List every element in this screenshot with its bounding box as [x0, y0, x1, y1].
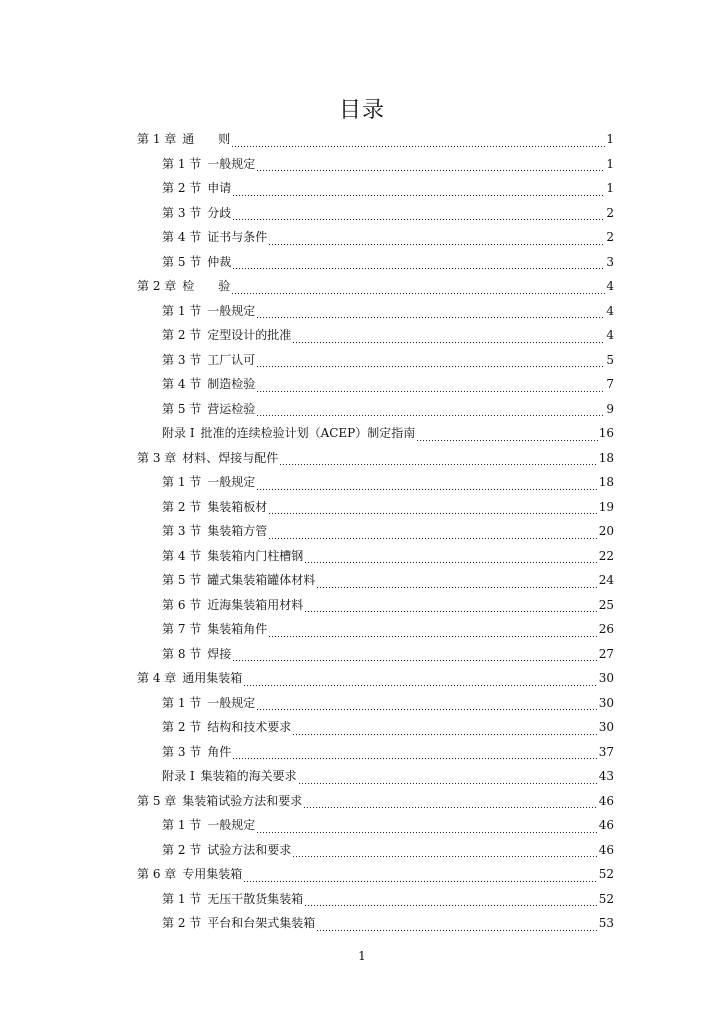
toc-entry-page: 1: [606, 181, 614, 196]
toc-entry-title: 申请: [207, 181, 232, 196]
toc-entry-title: 平台和台架式集装箱: [207, 916, 316, 931]
toc-dot-leader: [298, 775, 598, 785]
toc-entry-number: 第 2 节: [162, 499, 202, 514]
toc-entry-title: 定型设计的批准: [207, 328, 292, 343]
toc-section-entry[interactable]: [137, 642, 614, 667]
toc-entry-number: 第 2 节: [162, 328, 202, 343]
toc-section-entry[interactable]: [137, 250, 614, 275]
toc-chapter-entry[interactable]: [137, 446, 614, 471]
toc-dot-leader: [243, 873, 597, 883]
toc-entry-title: 结构和技术要求: [207, 720, 292, 735]
toc-dot-leader: [232, 211, 605, 221]
toc-entry-title: 集装箱试验方法和要求: [182, 793, 303, 808]
toc-entry-page: 4: [606, 328, 614, 343]
toc-entry-title: 证书与条件: [207, 230, 268, 245]
toc-entry-page: 46: [598, 842, 614, 857]
table-of-contents: [137, 127, 614, 936]
toc-entry-title: 分歧: [207, 205, 232, 220]
toc-entry-number: 第 2 节: [162, 181, 202, 196]
toc-dot-leader: [268, 505, 597, 515]
toc-dot-leader: [316, 579, 597, 589]
toc-section-entry[interactable]: [137, 544, 614, 569]
toc-entry-page: 1: [606, 132, 614, 147]
toc-entry-number: 第 2 章: [137, 279, 177, 294]
toc-chapter-entry[interactable]: [137, 274, 614, 299]
toc-entry-number: 第 2 节: [162, 720, 202, 735]
toc-entry-number: 第 4 节: [162, 377, 202, 392]
toc-entry-title: 通 则: [182, 132, 231, 147]
toc-entry-title: 近海集装箱用材料: [207, 597, 304, 612]
toc-entry-title: 通用集装箱: [182, 671, 243, 686]
toc-entry-number: 第 1 章: [137, 132, 177, 147]
toc-dot-leader: [232, 187, 605, 197]
toc-entry-number: 第 1 节: [162, 818, 202, 833]
toc-chapter-entry[interactable]: [137, 862, 614, 887]
toc-entry-page: 5: [606, 352, 614, 367]
toc-entry-number: 第 3 章: [137, 450, 177, 465]
toc-entry-title: 试验方法和要求: [207, 842, 292, 857]
toc-entry-number: 第 4 节: [162, 548, 202, 563]
toc-dot-leader: [268, 236, 605, 246]
toc-section-entry[interactable]: [137, 838, 614, 863]
toc-entry-title: 集装箱板材: [207, 499, 268, 514]
toc-entry-number: 第 1 节: [162, 303, 202, 318]
toc-dot-leader: [243, 677, 597, 687]
toc-entry-title: 角件: [207, 744, 232, 759]
toc-dot-leader: [304, 554, 597, 564]
toc-section-entry[interactable]: [137, 764, 614, 789]
toc-entry-number: 第 2 节: [162, 916, 202, 931]
toc-entry-number: 第 2 节: [162, 842, 202, 857]
toc-entry-title: 批准的连续检验计划（ACEP）制定指南: [200, 426, 416, 441]
toc-entry-number: 第 1 节: [162, 695, 202, 710]
toc-entry-title: 一般规定: [207, 303, 256, 318]
toc-entry-page: 4: [606, 303, 614, 318]
toc-entry-number: 第 3 节: [162, 744, 202, 759]
toc-dot-leader: [292, 848, 597, 858]
toc-entry-page: 30: [598, 720, 614, 735]
toc-entry-number: 第 4 章: [137, 671, 177, 686]
toc-title: 目录: [338, 98, 385, 123]
toc-entry-page: 9: [606, 401, 614, 416]
toc-entry-page: 2: [606, 205, 614, 220]
toc-entry-title: 集装箱方管: [207, 524, 268, 539]
toc-entry-title: 营运检验: [207, 401, 256, 416]
toc-entry-page: 46: [598, 818, 614, 833]
toc-section-entry[interactable]: [137, 495, 614, 520]
toc-dot-leader: [304, 603, 597, 613]
toc-entry-page: 18: [598, 450, 614, 465]
page-number: 1: [358, 949, 366, 963]
toc-entry-number: 第 7 节: [162, 622, 202, 637]
toc-entry-title: 集装箱内门柱槽钢: [207, 548, 304, 563]
toc-section-entry[interactable]: [137, 715, 614, 740]
toc-section-entry[interactable]: [137, 887, 614, 912]
toc-entry-page: 26: [598, 622, 614, 637]
toc-entry-number: 第 1 节: [162, 156, 202, 171]
toc-section-entry[interactable]: [137, 911, 614, 936]
toc-dot-leader: [303, 799, 597, 809]
toc-section-entry[interactable]: [137, 397, 614, 422]
toc-dot-leader: [268, 628, 597, 638]
toc-section-entry[interactable]: [137, 201, 614, 226]
toc-entry-title: 无压干散货集装箱: [207, 891, 304, 906]
toc-entry-page: 25: [598, 597, 614, 612]
toc-entry-number: 第 3 节: [162, 205, 202, 220]
toc-entry-page: 7: [606, 377, 614, 392]
toc-entry-page: 22: [598, 548, 614, 563]
toc-entry-page: 4: [606, 279, 614, 294]
toc-entry-page: 37: [598, 744, 614, 759]
toc-entry-page: 27: [598, 646, 614, 661]
toc-dot-leader: [232, 260, 605, 270]
toc-entry-number: 第 6 章: [137, 867, 177, 882]
toc-dot-leader: [256, 383, 605, 393]
toc-entry-number: 第 3 节: [162, 524, 202, 539]
toc-entry-title: 专用集装箱: [182, 867, 243, 882]
toc-entry-page: 3: [606, 254, 614, 269]
toc-dot-leader: [279, 456, 597, 466]
toc-entry-page: 16: [598, 426, 614, 441]
toc-entry-title: 一般规定: [207, 695, 256, 710]
toc-entry-page: 20: [598, 524, 614, 539]
toc-dot-leader: [256, 309, 605, 319]
toc-section-entry[interactable]: [137, 176, 614, 201]
toc-entry-title: 材料、焊接与配件: [182, 450, 279, 465]
toc-entry-title: 一般规定: [207, 156, 256, 171]
toc-section-entry[interactable]: [137, 593, 614, 618]
toc-dot-leader: [256, 481, 597, 491]
toc-entry-page: 30: [598, 695, 614, 710]
toc-entry-number: 第 6 节: [162, 597, 202, 612]
toc-dot-leader: [292, 726, 597, 736]
toc-section-entry[interactable]: [137, 691, 614, 716]
toc-entry-number: 第 5 节: [162, 254, 202, 269]
toc-entry-title: 一般规定: [207, 475, 256, 490]
toc-dot-leader: [268, 530, 597, 540]
toc-section-entry[interactable]: [137, 323, 614, 348]
toc-section-entry[interactable]: [137, 740, 614, 765]
toc-entry-page: 52: [598, 867, 614, 882]
toc-entry-page: 52: [598, 891, 614, 906]
toc-entry-page: 18: [598, 475, 614, 490]
toc-entry-title: 检 验: [182, 279, 231, 294]
toc-dot-leader: [231, 138, 605, 148]
toc-entry-page: 46: [598, 793, 614, 808]
toc-section-entry[interactable]: [137, 299, 614, 324]
toc-section-entry[interactable]: [137, 617, 614, 642]
toc-dot-leader: [231, 285, 605, 295]
toc-section-entry[interactable]: [137, 372, 614, 397]
toc-entry-number: 第 8 节: [162, 646, 202, 661]
toc-section-entry[interactable]: [137, 519, 614, 544]
toc-section-entry[interactable]: [137, 813, 614, 838]
toc-section-entry[interactable]: [137, 348, 614, 373]
toc-dot-leader: [316, 922, 597, 932]
toc-entry-page: 19: [598, 499, 614, 514]
toc-entry-page: 53: [598, 916, 614, 931]
toc-dot-leader: [256, 358, 605, 368]
toc-entry-number: 第 1 节: [162, 891, 202, 906]
toc-entry-number: 附录 I: [162, 426, 195, 441]
toc-entry-page: 2: [606, 230, 614, 245]
toc-section-entry[interactable]: [137, 470, 614, 495]
toc-dot-leader: [416, 432, 597, 442]
toc-entry-number: 第 1 节: [162, 475, 202, 490]
toc-entry-number: 第 4 节: [162, 230, 202, 245]
toc-section-entry[interactable]: [137, 152, 614, 177]
toc-dot-leader: [232, 652, 597, 662]
toc-entry-page: 43: [598, 769, 614, 784]
toc-entry-page: 24: [598, 573, 614, 588]
toc-entry-number: 第 5 节: [162, 573, 202, 588]
toc-entry-page: 30: [598, 671, 614, 686]
toc-dot-leader: [292, 334, 605, 344]
toc-entry-number: 第 3 节: [162, 352, 202, 367]
toc-chapter-entry[interactable]: [137, 789, 614, 814]
toc-entry-title: 仲裁: [207, 254, 232, 269]
toc-dot-leader: [232, 750, 597, 760]
toc-entry-title: 集装箱的海关要求: [200, 769, 297, 784]
toc-entry-title: 罐式集装箱罐体材料: [207, 573, 316, 588]
toc-chapter-entry[interactable]: [137, 127, 614, 152]
toc-entry-number: 附录 I: [162, 769, 195, 784]
toc-dot-leader: [256, 407, 605, 417]
toc-section-entry[interactable]: [137, 225, 614, 250]
toc-section-entry[interactable]: [137, 421, 614, 446]
toc-entry-title: 集装箱角件: [207, 622, 268, 637]
toc-dot-leader: [304, 897, 597, 907]
toc-entry-title: 焊接: [207, 646, 232, 661]
toc-entry-number: 第 5 章: [137, 793, 177, 808]
toc-section-entry[interactable]: [137, 568, 614, 593]
toc-entry-title: 一般规定: [207, 818, 256, 833]
toc-entry-title: 工厂认可: [207, 352, 256, 367]
toc-entry-page: 1: [606, 156, 614, 171]
toc-entry-number: 第 5 节: [162, 401, 202, 416]
toc-dot-leader: [256, 162, 605, 172]
toc-dot-leader: [256, 824, 597, 834]
toc-entry-title: 制造检验: [207, 377, 256, 392]
toc-chapter-entry[interactable]: [137, 666, 614, 691]
toc-dot-leader: [256, 701, 597, 711]
